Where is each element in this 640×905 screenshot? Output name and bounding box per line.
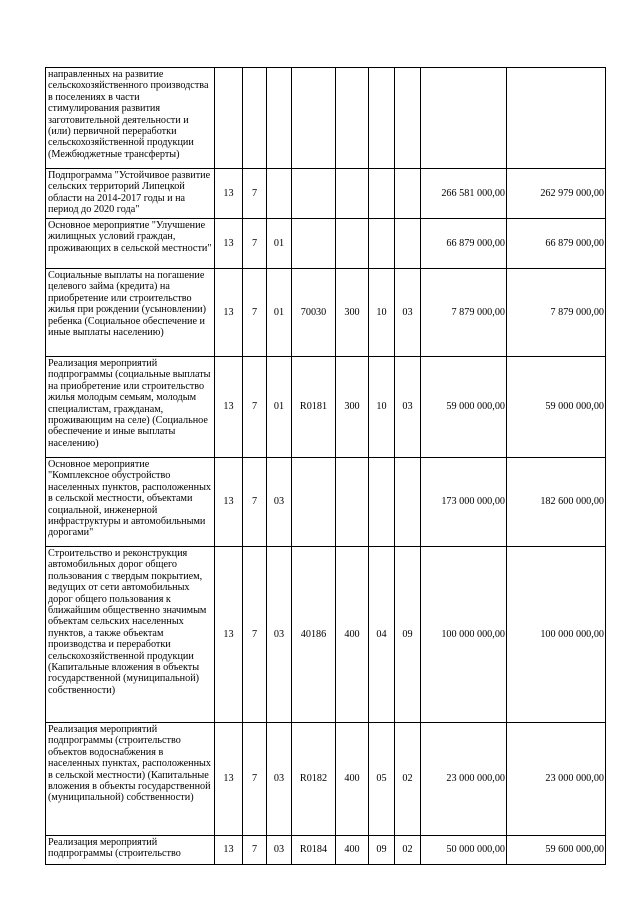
code-col-4: R0181 bbox=[292, 357, 336, 458]
item-name: Реализация мероприятий подпрограммы (строительство объектов водоснабжения в населенных пунктах, расположенных в сельской местности) (Капитальные вложения в объекты государственной (муниципальной) собственности) bbox=[46, 723, 215, 836]
table-row bbox=[46, 723, 606, 836]
amount-col-1: 266 581 000,00 bbox=[421, 169, 507, 219]
item-name: Основное мероприятие "Комплексное обустройство населенных пунктов, расположенных в сельской местности, объектами социальной, инженерной инфраструктуры и автомобильными дорогами" bbox=[46, 458, 215, 547]
code-col-5: 400 bbox=[336, 836, 369, 865]
code-col-2: 7 bbox=[243, 169, 267, 219]
amount-col-1: 173 000 000,00 bbox=[421, 458, 507, 547]
amount-col-1: 100 000 000,00 bbox=[421, 547, 507, 723]
table-row bbox=[46, 547, 606, 723]
code-col-2: 7 bbox=[243, 723, 267, 836]
code-col-5 bbox=[336, 458, 369, 547]
code-col-3: 03 bbox=[267, 547, 292, 723]
amount-col-1: 23 000 000,00 bbox=[421, 723, 507, 836]
code-col-2: 7 bbox=[243, 547, 267, 723]
code-col-5 bbox=[336, 68, 369, 169]
amount-col-1: 50 000 000,00 bbox=[421, 836, 507, 865]
code-col-1: 13 bbox=[215, 458, 243, 547]
code-col-7 bbox=[395, 169, 421, 219]
amount-col-2: 59 000 000,00 bbox=[507, 357, 606, 458]
amount-col-1: 59 000 000,00 bbox=[421, 357, 507, 458]
code-col-2: 7 bbox=[243, 836, 267, 865]
code-col-5 bbox=[336, 219, 369, 269]
code-col-1: 13 bbox=[215, 219, 243, 269]
code-col-1: 13 bbox=[215, 723, 243, 836]
code-col-3: 03 bbox=[267, 458, 292, 547]
code-col-1: 13 bbox=[215, 169, 243, 219]
code-col-4 bbox=[292, 458, 336, 547]
table-row bbox=[46, 219, 606, 269]
code-col-5: 300 bbox=[336, 357, 369, 458]
table-body bbox=[46, 68, 606, 865]
code-col-4 bbox=[292, 169, 336, 219]
code-col-7: 02 bbox=[395, 836, 421, 865]
amount-col-2 bbox=[507, 68, 606, 169]
code-col-2 bbox=[243, 68, 267, 169]
code-col-6 bbox=[369, 68, 395, 169]
code-col-6 bbox=[369, 219, 395, 269]
code-col-3 bbox=[267, 169, 292, 219]
code-col-3: 03 bbox=[267, 836, 292, 865]
amount-col-1: 66 879 000,00 bbox=[421, 219, 507, 269]
code-col-1 bbox=[215, 68, 243, 169]
code-col-1: 13 bbox=[215, 836, 243, 865]
amount-col-2: 7 879 000,00 bbox=[507, 269, 606, 357]
code-col-5 bbox=[336, 169, 369, 219]
item-name: Основное мероприятие "Улучшение жилищных условий граждан, проживающих в сельской местности" bbox=[46, 219, 215, 269]
code-col-7: 09 bbox=[395, 547, 421, 723]
code-col-6 bbox=[369, 169, 395, 219]
amount-col-2: 23 000 000,00 bbox=[507, 723, 606, 836]
item-name: Строительство и реконструкция автомобильных дорог общего пользования с твердым покрытием, ведущих от сети автомобильных дорог общего пользования к ближайшим общественно значимым объектам сельских населенных пунктов, а также объектам производства и переработки сельскохозяйственной продукции (Капитальные вложения в объекты государственной (муниципальной) собственности) bbox=[46, 547, 215, 723]
code-col-5: 300 bbox=[336, 269, 369, 357]
item-name: Реализация мероприятий подпрограммы (социальные выплаты на приобретение или строительство жилья молодым семьям, молодым специалистам, гражданам, проживающим на селе) (Социальное обеспечение и иные выплаты населению) bbox=[46, 357, 215, 458]
amount-col-2: 262 979 000,00 bbox=[507, 169, 606, 219]
code-col-4: R0184 bbox=[292, 836, 336, 865]
table-row bbox=[46, 836, 606, 865]
code-col-3 bbox=[267, 68, 292, 169]
code-col-4 bbox=[292, 219, 336, 269]
table-row bbox=[46, 458, 606, 547]
code-col-5: 400 bbox=[336, 547, 369, 723]
code-col-7: 03 bbox=[395, 357, 421, 458]
code-col-3: 01 bbox=[267, 269, 292, 357]
amount-col-2: 182 600 000,00 bbox=[507, 458, 606, 547]
document-page bbox=[45, 67, 605, 865]
code-col-4: R0182 bbox=[292, 723, 336, 836]
amount-col-1: 7 879 000,00 bbox=[421, 269, 507, 357]
amount-col-2: 66 879 000,00 bbox=[507, 219, 606, 269]
code-col-3: 01 bbox=[267, 357, 292, 458]
code-col-6: 05 bbox=[369, 723, 395, 836]
code-col-2: 7 bbox=[243, 219, 267, 269]
item-name: направленных на развитие сельскохозяйственного производства в поселениях в части стимулирования развития заготовительной деятельности и (или) первичной переработки сельскохозяйственной продукции (Межбюджетные трансферты) bbox=[46, 68, 215, 169]
code-col-6: 09 bbox=[369, 836, 395, 865]
amount-col-2: 59 600 000,00 bbox=[507, 836, 606, 865]
code-col-6 bbox=[369, 458, 395, 547]
table-row bbox=[46, 169, 606, 219]
amount-col-1 bbox=[421, 68, 507, 169]
code-col-4: 70030 bbox=[292, 269, 336, 357]
item-name: Реализация мероприятий подпрограммы (строительство bbox=[46, 836, 215, 865]
code-col-6: 10 bbox=[369, 357, 395, 458]
code-col-7 bbox=[395, 219, 421, 269]
code-col-4: 40186 bbox=[292, 547, 336, 723]
code-col-1: 13 bbox=[215, 547, 243, 723]
code-col-3: 03 bbox=[267, 723, 292, 836]
code-col-7 bbox=[395, 68, 421, 169]
item-name: Подпрограмма "Устойчивое развитие сельских территорий Липецкой области на 2014-2017 годы и на период до 2020 года" bbox=[46, 169, 215, 219]
code-col-7 bbox=[395, 458, 421, 547]
table-row bbox=[46, 357, 606, 458]
code-col-2: 7 bbox=[243, 269, 267, 357]
budget-table bbox=[45, 67, 606, 865]
code-col-6: 10 bbox=[369, 269, 395, 357]
code-col-7: 02 bbox=[395, 723, 421, 836]
code-col-6: 04 bbox=[369, 547, 395, 723]
code-col-1: 13 bbox=[215, 269, 243, 357]
code-col-7: 03 bbox=[395, 269, 421, 357]
code-col-3: 01 bbox=[267, 219, 292, 269]
item-name: Социальные выплаты на погашение целевого займа (кредита) на приобретение или строительство жилья при рождении (усыновлении) ребенка (Социальное обеспечение и иные выплаты населению) bbox=[46, 269, 215, 357]
code-col-5: 400 bbox=[336, 723, 369, 836]
table-row bbox=[46, 269, 606, 357]
code-col-4 bbox=[292, 68, 336, 169]
code-col-2: 7 bbox=[243, 458, 267, 547]
amount-col-2: 100 000 000,00 bbox=[507, 547, 606, 723]
code-col-1: 13 bbox=[215, 357, 243, 458]
table-row bbox=[46, 68, 606, 169]
code-col-2: 7 bbox=[243, 357, 267, 458]
